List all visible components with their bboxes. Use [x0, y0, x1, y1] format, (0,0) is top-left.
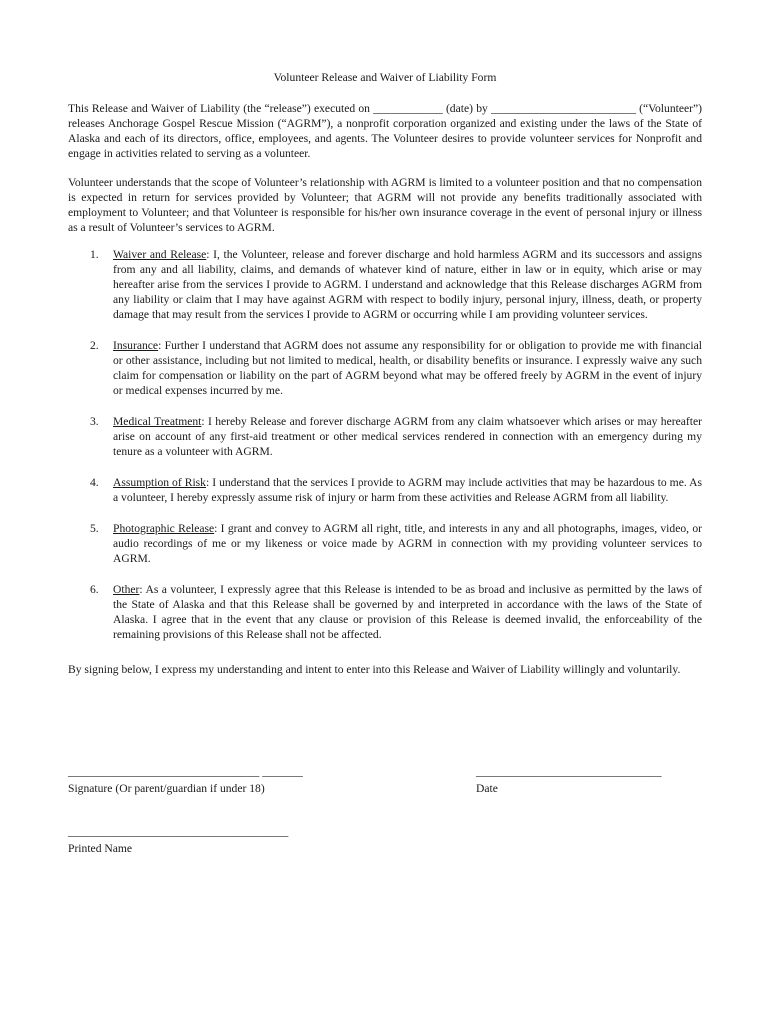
intro-paragraph-release: This Release and Waiver of Liability (the “release”) executed on ____________ (date) by _________________________ (“Volunteer”) releases Anchorage Gospel Rescue Mission (“AGRM”), a nonprofit corporation organized and existing under the laws of the State of Alaska and each of its directors, office, employees, and agents. The Volunteer desires to provide volunteer services for Nonprofit and engage in activities related to serving as a volunteer. [68, 102, 702, 160]
clause-number: 2. [90, 339, 99, 352]
printed-name-line[interactable]: ______________________________________ [68, 825, 289, 838]
clause-insurance [68, 338, 702, 398]
clause-medical-treatment [68, 414, 702, 459]
waiver-form-page [68, 70, 702, 677]
printed-name-block [68, 824, 288, 856]
clause-number: 4. [90, 476, 99, 489]
clause-heading: Other [113, 583, 140, 596]
closing-statement: By signing below, I express my understanding and intent to enter into this Release and Waiver of Liability willingly and voluntarily. [68, 663, 681, 676]
date-line[interactable]: ________________________________ [476, 765, 662, 778]
printed-name-label: Printed Name [68, 842, 133, 855]
date-label: Date [476, 782, 498, 795]
clause-heading: Assumption of Risk [113, 476, 206, 489]
clause-photographic-release [68, 521, 702, 566]
clause-waiver-release [68, 247, 702, 322]
clause-assumption-of-risk [68, 475, 702, 505]
clause-heading: Photographic Release [113, 522, 215, 535]
intro-paragraph-scope: Volunteer understands that the scope of Volunteer’s relationship with AGRM is limited to a volunteer position and that no compensation is expected in return for services provided by Volunteer; that AGRM will not provide any benefits traditionally associated with employment to Volunteer; and that Volunteer is responsible for his/her own insurance coverage in the event of personal injury or illness as a result of Volunteer’s services to AGRM. [68, 176, 702, 234]
clause-number: 1. [90, 248, 99, 261]
clause-text: : As a volunteer, I expressly agree that this Release is intended to be as broad and inclusive as permitted by the laws of the State of Alaska and that this Release shall be governed by and interpreted in accordance with the laws of the State of Alaska. I agree that in the event that any clause or provision of this Release is deemed invalid, the enforceability of the remaining provisions of this Release shall not be affected. [113, 583, 702, 641]
clause-heading: Medical Treatment [113, 415, 202, 428]
signature-block [68, 764, 303, 796]
clause-text: : I, the Volunteer, release and forever discharge and hold harmless AGRM and its successors and assigns from any and all liability, claims, and demands of whatever kind of nature, either in law or in equity, which arise or may hereafter arise from the services I provide to AGRM. I understand and acknowledge that this Release discharges AGRM from any liability or claim that I may have against AGRM with respect to bodily injury, personal injury, illness, death, or property damage that may result from the services I provide to AGRM or occurring while I am providing volunteer services. [113, 248, 702, 321]
clause-other [68, 582, 702, 642]
clause-number: 5. [90, 522, 99, 535]
document-title: Volunteer Release and Waiver of Liability Form [273, 71, 497, 84]
clause-heading: Waiver and Release [113, 248, 207, 261]
clause-list [68, 247, 702, 642]
clause-text: : I understand that the services I provide to AGRM may include activities that may be hazardous to me. As a volunteer, I hereby expressly assume risk of injury or harm from these activities and Release AGRM from all liability. [113, 476, 702, 504]
clause-text: : I grant and convey to AGRM all right, title, and interests in any and all photographs, images, video, or audio recordings of me or my likeness or voice made by AGRM in connection with my providing volunteer services to AGRM. [113, 522, 702, 565]
date-block [476, 764, 662, 796]
clause-number: 6. [90, 583, 99, 596]
clause-text: : I hereby Release and forever discharge AGRM from any claim whatsoever which arises or may hereafter arise on account of any first-aid treatment or other medical services rendered in connection with an emergency during my tenure as a volunteer with AGRM. [113, 415, 702, 458]
signature-label: Signature (Or parent/guardian if under 18) [68, 782, 265, 795]
clause-heading: Insurance [113, 339, 159, 352]
clause-text: : Further I understand that AGRM does not assume any responsibility for or obligation to provide me with financial or other assistance, including but not limited to medical, health, or disability benefits or insurance. I expressly waive any such claim for compensation or liability on the part of AGRM beyond what may be offered freely by AGRM in the event of injury or medical expenses incurred by me. [113, 339, 702, 397]
clause-number: 3. [90, 415, 99, 428]
signature-line[interactable]: _________________________________ _______ [68, 765, 303, 778]
